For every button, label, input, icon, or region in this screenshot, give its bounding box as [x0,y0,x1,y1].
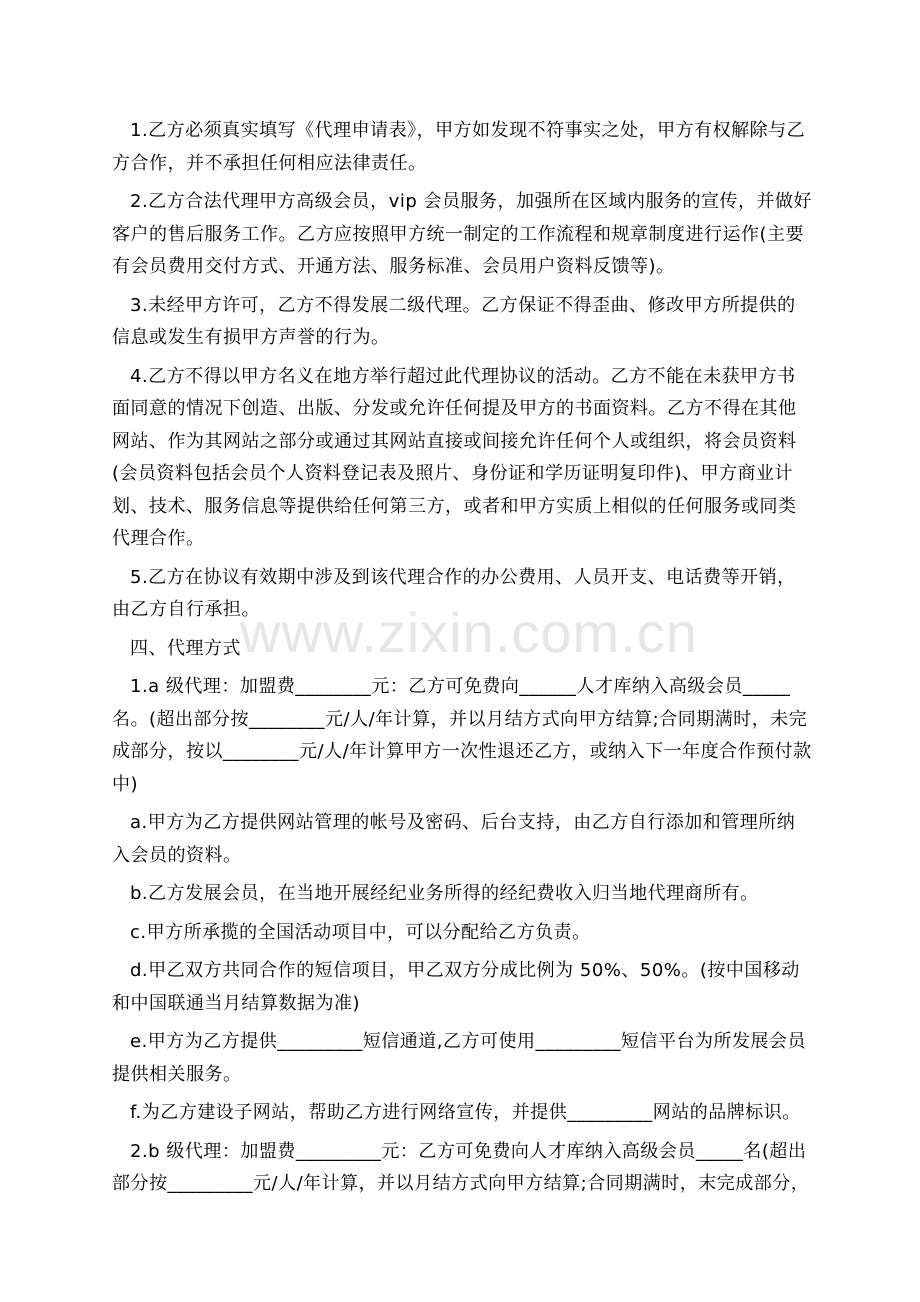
section-heading: 四、代理方式 [130,637,241,659]
paragraph-b: b.乙方发展会员，在当地开展经纪业务所得的经纪费收入归当地代理商所有。 [130,883,759,904]
paragraph-5: 5.乙方在协议有效期中涉及到该代理合作的办公费用、人员开支、电话费等开销，由乙方自行承担。 [112,566,796,620]
document-body [112,115,812,1201]
paragraph-f: f.为乙方建设子网站，帮助乙方进行网络宣传，并提供_________网站的品牌标识。 [130,1102,801,1123]
paragraph-2: 2.乙方合法代理甲方高级会员，vip 会员服务，加强所在区域内服务的宣传，并做好客户的售后服务工作。乙方应按照甲方统一制定的工作流程和规章制度进行运作(主要有会员费用交付方式、开通方法、服务标准、会员用户资料反馈等)。 [112,191,812,277]
paragraph-1: 1.乙方必须真实填写《代理申请表》，甲方如发现不符事实之处，甲方有权解除与乙方合作，并不承担任何相应法律责任。 [112,120,806,174]
paragraph-agent-a: 1.a 级代理：加盟费________元：乙方可免费向______人才库纳入高级会员_____名。(超出部分按________元/人/年计算，并以月结方式向甲方结算;合同期满时，未完成部分，按以________元/人/年计算甲方一次性退还乙方，或纳入下一年度合作预付款中) [112,676,812,795]
paragraph-agent-b: 2.b 级代理：加盟费_________元：乙方可免费向人才库纳入高级会员_____名(超出部分按_________元/人/年计算，并以月结方式向甲方结算;合同期满时，末完成部分， [112,1140,810,1194]
paragraph-a: a.甲方为乙方提供网站管理的帐号及密码、后台支持，由乙方自行添加和管理所纳入会员的资料。 [112,812,796,866]
paragraph-d: d.甲乙双方共同合作的短信项目，甲乙双方分成比例为 50%、50%。(按中国移动和中国联通当月结算数据为准) [112,960,800,1014]
paragraph-e: e.甲方为乙方提供_________短信通道,乙方可使用_________短信平台为所发展会员提供相关服务。 [112,1031,807,1085]
paragraph-3: 3.未经甲方许可，乙方不得发展二级代理。乙方保证不得歪曲、修改甲方所提供的信息或发生有损甲方声誉的行为。 [112,294,796,348]
paragraph-c: c.甲方所承揽的全国活动项目中，可以分配给乙方负责。 [130,921,591,943]
paragraph-4: 4.乙方不得以甲方名义在地方举行超过此代理协议的活动。乙方不能在未获甲方书面同意的情况下创造、出版、分发或允许任何提及甲方的书面资料。乙方不得在其他网站、作为其网站之部分或通过其网站直接或间接允许任何个人或组织，将会员资料(会员资料包括会员个人资料登记表及照片、身份证和学历证明复印件)、甲方商业计划、技术、服务信息等提供给任何第三方，或者和甲方实质上相似的任何服务或同类代理合作。 [112,365,797,549]
watermark: www.zixin.com.cn [240,601,698,664]
